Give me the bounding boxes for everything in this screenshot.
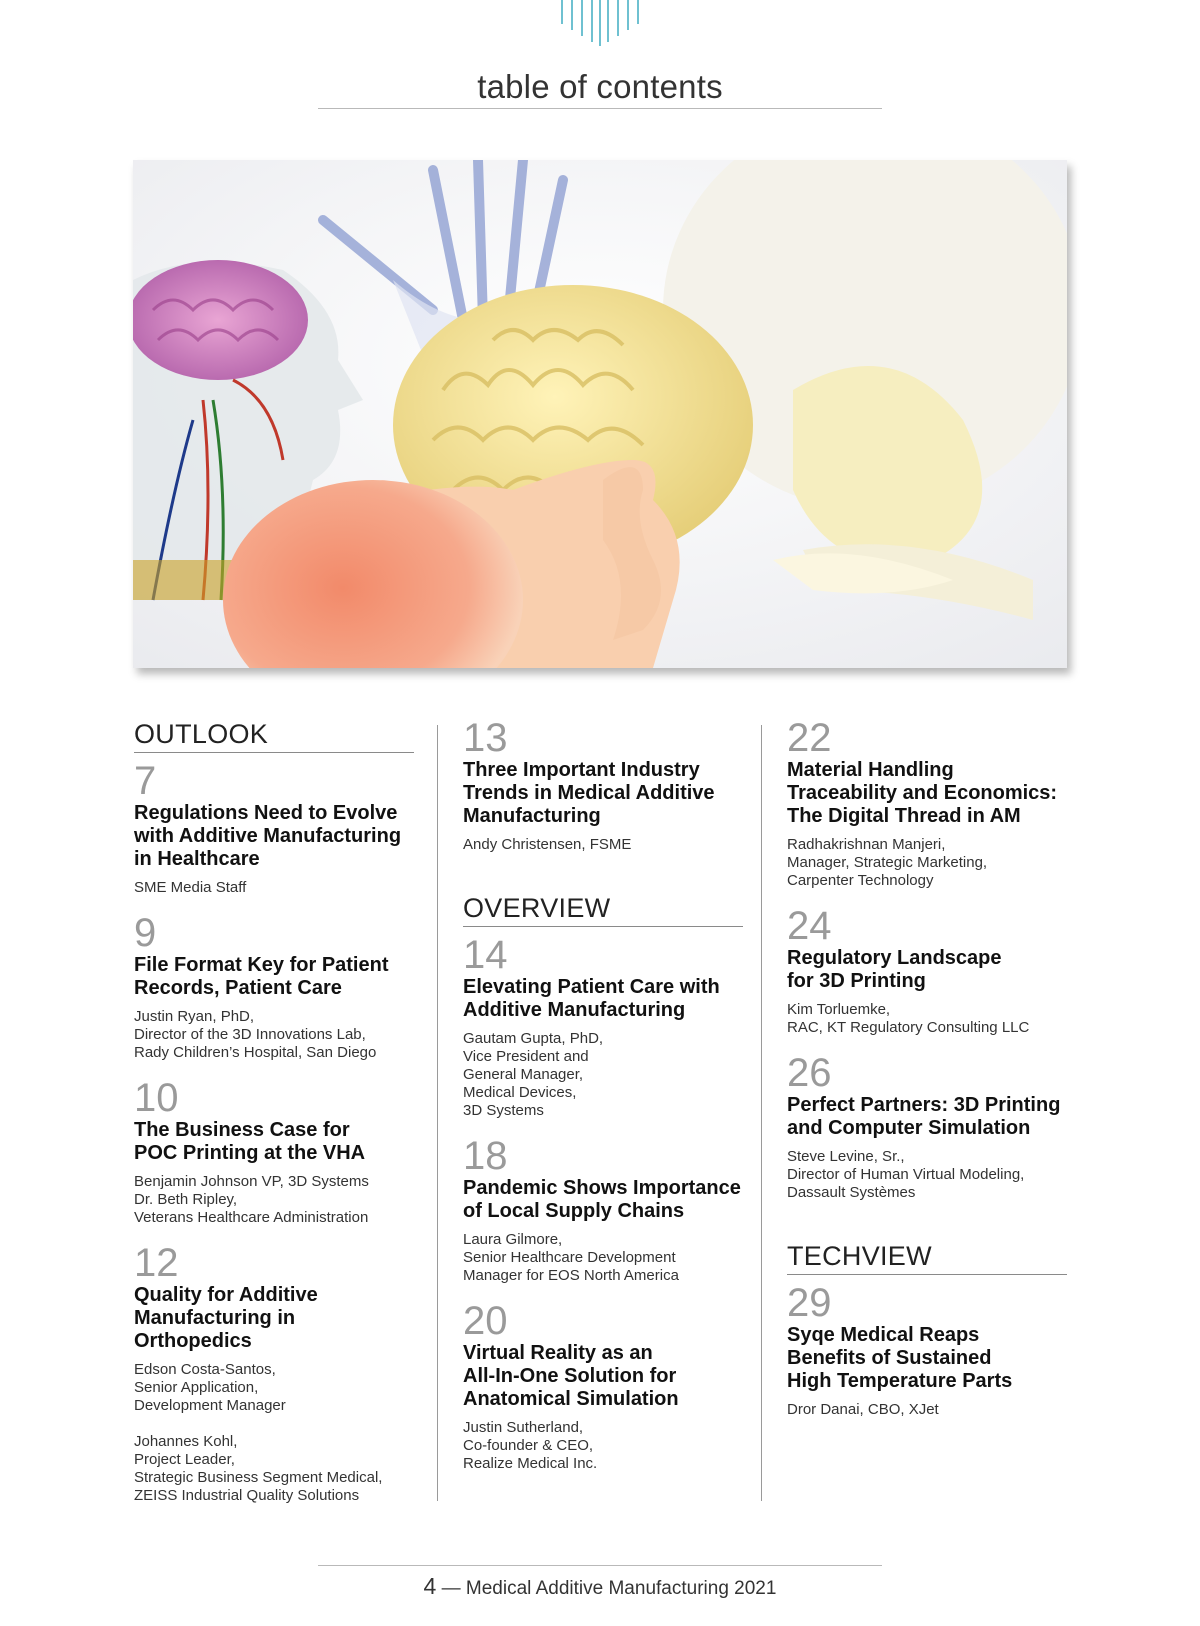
- article-title[interactable]: File Format Key for Patient Records, Patient Care: [134, 954, 389, 999]
- toc-entry[interactable]: [787, 718, 1067, 890]
- column-outlook: [134, 718, 414, 1521]
- footer-divider: [318, 1565, 882, 1566]
- article-author: Laura Gilmore, Senior Healthcare Development Manager for EOS North America: [463, 1231, 679, 1284]
- page-number: 9: [134, 911, 157, 955]
- title-divider: [318, 108, 882, 109]
- page-number: 12: [134, 1241, 179, 1285]
- article-author-secondary: Johannes Kohl, Project Leader, Strategic Business Segment Medical, ZEISS Industrial Quality Solutions: [134, 1433, 383, 1504]
- article-title[interactable]: Virtual Reality as an All-In-One Solution for Anatomical Simulation: [463, 1342, 679, 1410]
- article-author: Justin Sutherland, Co-founder & CEO, Realize Medical Inc.: [463, 1419, 598, 1472]
- article-title[interactable]: The Business Case for POC Printing at the VHA: [134, 1119, 366, 1164]
- footer-separator: —: [441, 1578, 461, 1599]
- article-title[interactable]: Perfect Partners: 3D Printing and Computer Simulation: [787, 1094, 1061, 1139]
- article-author: Steve Levine, Sr., Director of Human Virtual Modeling, Dassault Systèmes: [787, 1148, 1025, 1201]
- toc-entry[interactable]: [463, 718, 743, 854]
- page-number: 29: [787, 1281, 832, 1325]
- hero-image: [133, 160, 1067, 668]
- section-divider: [787, 1274, 1067, 1275]
- page-number: 20: [463, 1299, 508, 1343]
- toc-entry[interactable]: [463, 935, 743, 1120]
- article-title[interactable]: Three Important Industry Trends in Medical Additive Manufacturing: [463, 759, 715, 827]
- footer-page-number: 4: [423, 1573, 437, 1599]
- column-divider: [761, 725, 762, 1501]
- article-author: Kim Torluemke, RAC, KT Regulatory Consulting LLC: [787, 1001, 1030, 1036]
- article-author: Andy Christensen, FSME: [463, 836, 632, 853]
- article-title[interactable]: Regulations Need to Evolve with Additive Manufacturing in Healthcare: [134, 802, 402, 870]
- article-author: Justin Ryan, PhD, Director of the 3D Innovations Lab, Rady Children’s Hospital, San Diego: [134, 1008, 377, 1061]
- section-divider: [134, 752, 414, 753]
- toc-entry[interactable]: [787, 1283, 1067, 1419]
- article-title[interactable]: Regulatory Landscape for 3D Printing: [787, 947, 1002, 992]
- article-title[interactable]: Pandemic Shows Importance of Local Supply Chains: [463, 1177, 741, 1222]
- page-number: 24: [787, 904, 832, 948]
- toc-entry[interactable]: [134, 1078, 414, 1227]
- section-divider: [463, 926, 743, 927]
- article-author: SME Media Staff: [134, 879, 247, 896]
- page-number: 18: [463, 1134, 508, 1178]
- page-number: 10: [134, 1076, 179, 1120]
- anatomical-models-illustration: [133, 160, 1067, 668]
- column-divider: [437, 725, 438, 1501]
- toc-entry[interactable]: [463, 1136, 743, 1285]
- article-title[interactable]: Syqe Medical Reaps Benefits of Sustained High Temperature Parts: [787, 1324, 1013, 1392]
- toc-entry[interactable]: [787, 1053, 1067, 1202]
- decorative-lines-icon: [560, 0, 640, 48]
- page-number: 7: [134, 759, 157, 803]
- page-number: 14: [463, 933, 508, 977]
- page-number: 26: [787, 1051, 832, 1095]
- toc-entry[interactable]: [787, 906, 1067, 1037]
- page-title: table of contents: [477, 68, 723, 105]
- toc-entry[interactable]: [134, 913, 414, 1062]
- page-footer: [318, 1573, 882, 1600]
- toc-entry[interactable]: [134, 1243, 414, 1505]
- article-author: Gautam Gupta, PhD, Vice President and General Manager, Medical Devices, 3D Systems: [463, 1030, 604, 1119]
- page-number: 13: [463, 716, 508, 760]
- page-number: 22: [787, 716, 832, 760]
- toc-entry[interactable]: [463, 1301, 743, 1473]
- column-techview: [787, 718, 1067, 1435]
- column-overview: [463, 718, 743, 1489]
- article-author: Radhakrishnan Manjeri, Manager, Strategic Marketing, Carpenter Technology: [787, 836, 988, 889]
- article-author: Dror Danai, CBO, XJet: [787, 1401, 939, 1418]
- article-author: Benjamin Johnson VP, 3D Systems Dr. Beth Ripley, Veterans Healthcare Administration: [134, 1173, 369, 1226]
- article-title[interactable]: Elevating Patient Care with Additive Manufacturing: [463, 976, 720, 1021]
- section-heading-outlook: OUTLOOK: [134, 719, 269, 749]
- footer-publication: Medical Additive Manufacturing 2021: [465, 1578, 777, 1599]
- section-heading-overview: OVERVIEW: [463, 893, 611, 923]
- article-author: Edson Costa-Santos, Senior Application, Development Manager: [134, 1361, 286, 1414]
- toc-entry[interactable]: [134, 761, 414, 897]
- article-title[interactable]: Quality for Additive Manufacturing in Orthopedics: [134, 1284, 318, 1352]
- article-title[interactable]: Material Handling Traceability and Economics: The Digital Thread in AM: [787, 759, 1058, 827]
- section-heading-techview: TECHVIEW: [787, 1241, 932, 1271]
